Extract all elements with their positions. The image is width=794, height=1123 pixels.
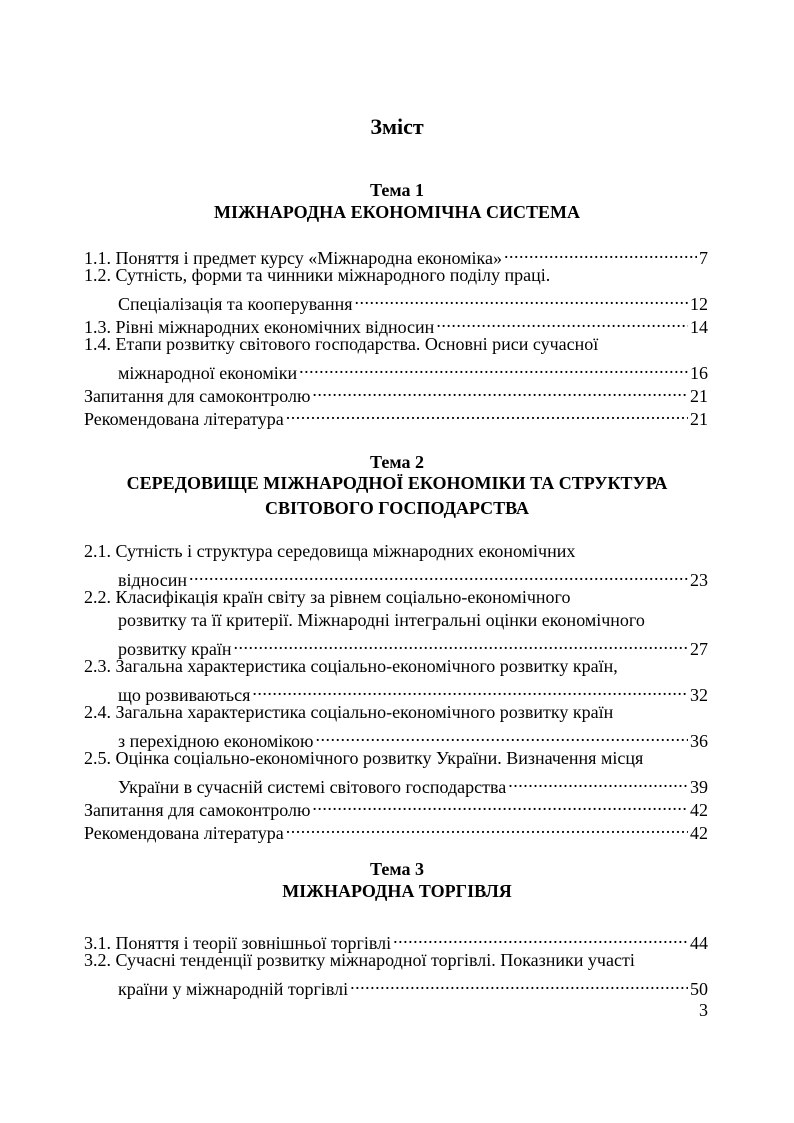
toc-page-number: 16 <box>690 363 708 383</box>
toc-page-number: 21 <box>690 409 708 429</box>
toc-entry[interactable] <box>84 926 708 953</box>
theme-title-line: МІЖНАРОДНА ЕКОНОМІЧНА СИСТЕМА <box>214 202 580 222</box>
toc-entry-text: 3.1. Поняття і теорії зовнішньої торгівлі <box>84 933 392 953</box>
dot-leader <box>312 379 688 402</box>
toc-list <box>84 241 708 429</box>
toc-entry[interactable] <box>84 701 708 751</box>
toc-page-number: 36 <box>690 731 708 751</box>
toc-entry-text: України в сучасній системі світового господарства <box>118 777 507 797</box>
toc-page-number: 32 <box>690 685 708 705</box>
toc-entry[interactable] <box>84 747 708 797</box>
toc-entry-text: розвитку та її критерії. Міжнародні інтегральні оцінки економічного <box>118 610 645 630</box>
toc-list <box>84 540 708 843</box>
toc-entry-text: Запитання для самоконтролю <box>84 386 311 406</box>
toc-entry-text: 1.2. Сутність, форми та чинники міжнародного поділу праці. <box>84 265 551 285</box>
dot-leader <box>252 678 688 701</box>
toc-entry[interactable] <box>84 540 708 590</box>
toc-list <box>84 926 708 999</box>
theme-number: Тема 1 <box>370 180 424 200</box>
toc-page-number: 42 <box>690 823 708 843</box>
toc-page-number: 39 <box>690 777 708 797</box>
theme-title <box>90 879 704 904</box>
toc-entry[interactable] <box>84 241 708 268</box>
toc-entry-text: 1.3. Рівні міжнародних економічних відносин <box>84 317 435 337</box>
dot-leader <box>350 972 688 995</box>
toc-entry-text: 1.1. Поняття і предмет курсу «Міжнародна економіка» <box>84 248 503 268</box>
dot-leader <box>504 241 697 264</box>
theme-number: Тема 2 <box>370 452 424 472</box>
toc-page-number: 14 <box>690 317 708 337</box>
dot-leader <box>508 770 688 793</box>
dot-leader <box>316 724 688 747</box>
toc-entry-text: 2.4. Загальна характеристика соціально-економічного розвитку країн <box>84 702 614 722</box>
dot-leader <box>233 632 688 655</box>
toc-page-number: 42 <box>690 800 708 820</box>
toc-page-number: 23 <box>690 570 708 590</box>
theme-title-line: СВІТОВОГО ГОСПОДАРСТВА <box>264 498 530 518</box>
toc-entry-text: 1.4. Етапи розвитку світового господарства. Основні риси сучасної <box>84 334 599 354</box>
toc-entry-text: що розвиваються <box>118 685 251 705</box>
theme-title <box>90 471 704 521</box>
toc-entry[interactable] <box>84 655 708 705</box>
toc-page-number: 12 <box>690 294 708 314</box>
dot-leader <box>286 816 688 839</box>
toc-page-number: 7 <box>699 248 708 268</box>
toc-entry[interactable] <box>84 586 708 659</box>
toc-entry-text: 2.3. Загальна характеристика соціально-економічного розвитку країн, <box>84 656 618 676</box>
toc-entry-text: розвитку країн <box>118 639 232 659</box>
theme-title-line: СЕРЕДОВИЩЕ МІЖНАРОДНОЇ ЕКОНОМІКИ ТА СТРУКТУРА <box>126 473 668 493</box>
toc-entry-text: 2.2. Класифікація країн світу за рівнем соціально-економічного <box>84 587 571 607</box>
toc-entry-text: 2.5. Оцінка соціально-економічного розвитку України. Визначення місця <box>84 748 644 768</box>
toc-page-number: 21 <box>690 386 708 406</box>
toc-entry[interactable] <box>84 949 708 999</box>
toc-entry-text: 3.2. Сучасні тенденції розвитку міжнародної торгівлі. Показники участі <box>84 950 635 970</box>
toc-entry-text: 2.1. Сутність і структура середовища міжнародних економічних <box>84 541 576 561</box>
theme-number: Тема 3 <box>370 859 424 879</box>
toc-entry-text: Запитання для самоконтролю <box>84 800 311 820</box>
dot-leader <box>436 310 688 333</box>
toc-entry-text: з перехідною економікою <box>118 731 314 751</box>
toc-entry-text: відносин <box>118 570 187 590</box>
page-title: Зміст <box>370 114 424 139</box>
toc-entry[interactable] <box>84 264 708 314</box>
dot-leader <box>189 563 688 586</box>
toc-entry-text: міжнародної економіки <box>118 363 298 383</box>
toc-page-number: 50 <box>690 979 708 999</box>
page-number: 3 <box>699 1000 708 1020</box>
toc-entry-text: Рекомендована література <box>84 823 284 843</box>
theme-title-line: МІЖНАРОДНА ТОРГІВЛЯ <box>282 881 512 901</box>
dot-leader <box>299 356 688 379</box>
toc-page-number: 27 <box>690 639 708 659</box>
dot-leader <box>393 926 688 949</box>
dot-leader <box>355 287 689 310</box>
dot-leader <box>286 402 688 425</box>
toc-entry-text: Рекомендована література <box>84 409 284 429</box>
dot-leader <box>312 793 688 816</box>
theme-title <box>90 200 704 225</box>
toc-page-number: 44 <box>690 933 708 953</box>
toc-entry-text: Спеціалізація та кооперування <box>118 294 353 314</box>
toc-entry[interactable] <box>84 333 708 383</box>
toc-entry-text: країни у міжнародній торгівлі <box>118 979 349 999</box>
